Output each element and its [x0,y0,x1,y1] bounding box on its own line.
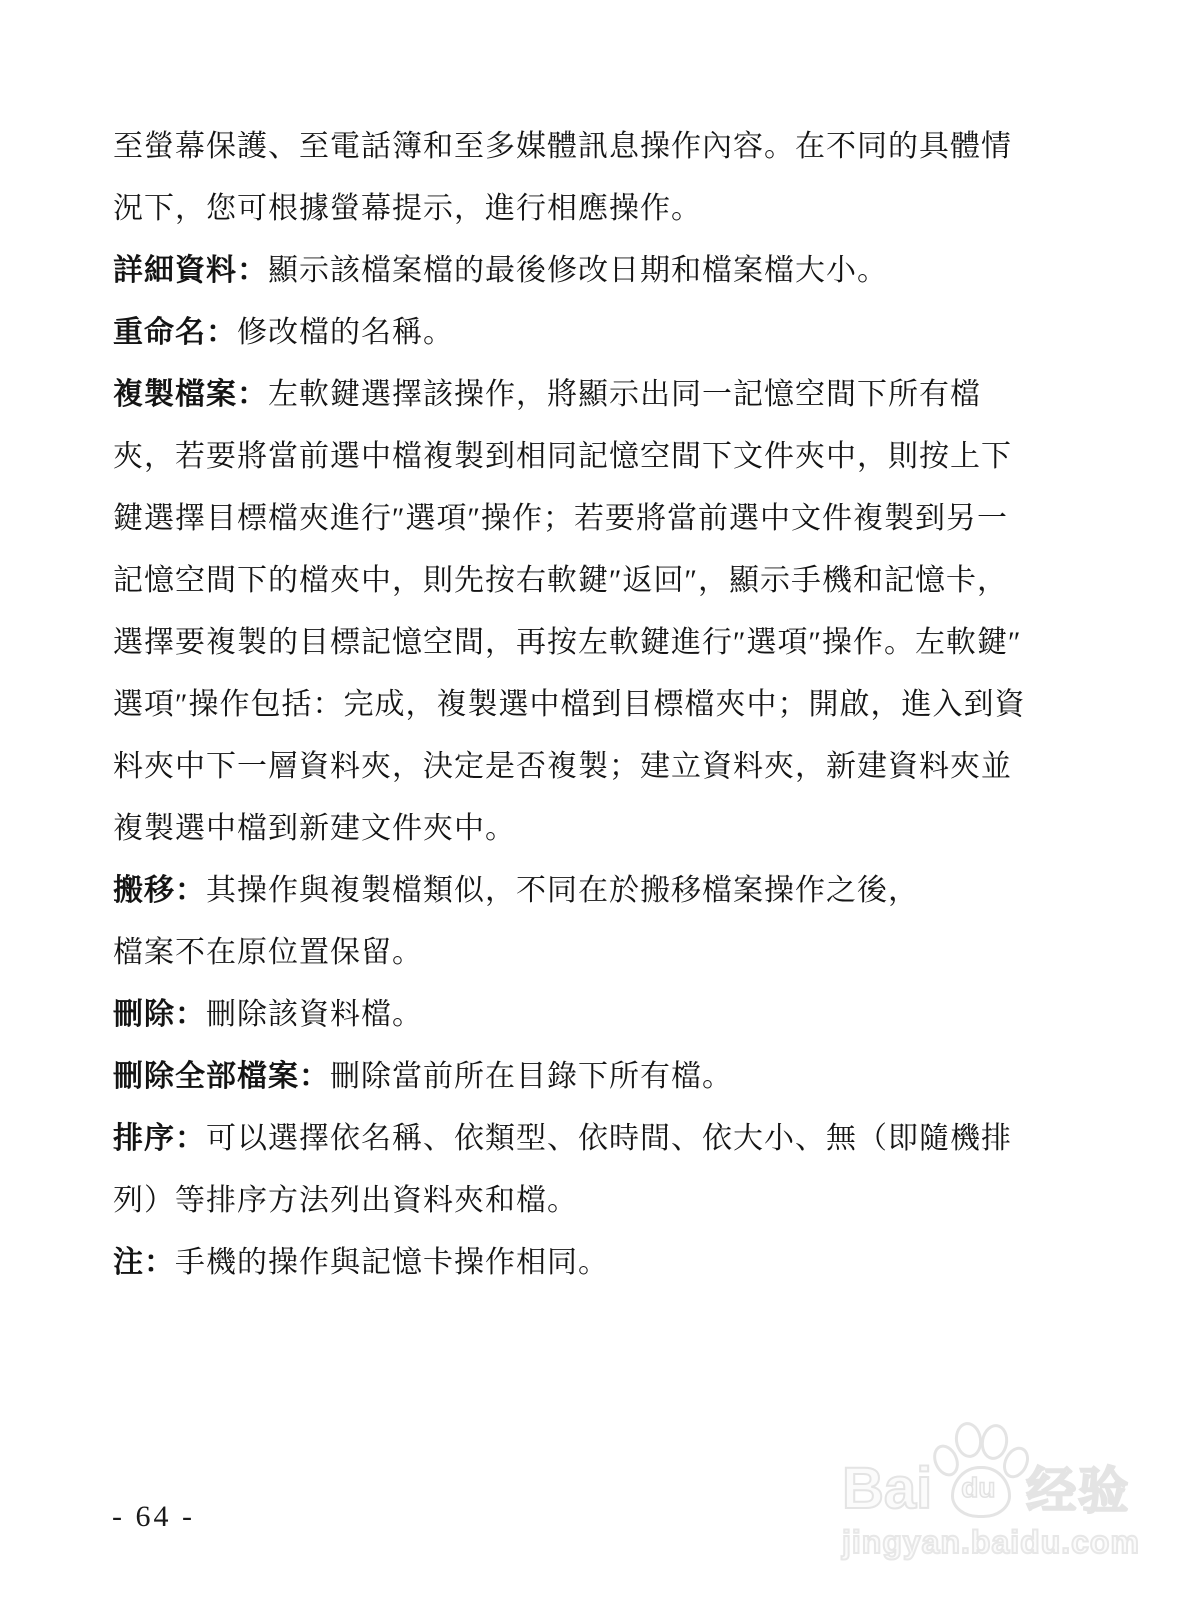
text-line [113,116,1028,178]
line-text: 選項″操作包括：完成，複製選中檔到目標檔夾中；開啟，進入到資 [113,688,1026,721]
text-line [113,1046,1028,1108]
text-line [113,860,1028,922]
page-number: - 64 - [112,1500,195,1533]
baidu-jingyan-logo [842,1420,1172,1521]
line-text: 夾，若要將當前選中檔複製到相同記憶空間下文件夾中，則按上下 [113,440,1012,473]
line-text: 顯示該檔案檔的最後修改日期和檔案檔大小。 [268,254,888,287]
line-text: 檔案不在原位置保留。 [113,936,423,969]
text-line [113,984,1028,1046]
line-text: 刪除當前所在目錄下所有檔。 [330,1060,733,1093]
term-label: 搬移： [113,874,206,907]
line-text: 左軟鍵選擇該操作，將顯示出同一記憶空間下所有檔 [268,378,981,411]
text-line [113,674,1028,736]
line-text: 手機的操作與記憶卡操作相同。 [175,1246,609,1279]
term-label: 詳細資料： [113,254,268,287]
line-text: 可以選擇依名稱、依類型、依時間、依大小、無（即隨機排 [206,1122,1012,1155]
watermark-du-text: du [961,1472,996,1503]
text-line [113,798,1028,860]
text-line [113,178,1028,240]
term-label: 複製檔案： [113,378,268,411]
line-text: 複製選中檔到新建文件夾中。 [113,812,516,845]
watermark-bai-text: Bai [842,1456,933,1521]
text-line [113,736,1028,798]
line-text: 其操作與複製檔類似，不同在於搬移檔案操作之後， [206,874,919,907]
text-line [113,1170,1028,1232]
line-text: 況下，您可根據螢幕提示，進行相應操作。 [113,192,702,225]
text-line [113,302,1028,364]
term-label: 排序： [113,1122,206,1155]
text-line [113,1108,1028,1170]
watermark-url: jingyan.baidu.com [842,1524,1140,1560]
line-text: 鍵選擇目標檔夾進行″選項″操作；若要將當前選中文件複製到另一 [113,502,1008,535]
text-line [113,612,1028,674]
line-text: 列）等排序方法列出資料夾和檔。 [113,1184,578,1217]
line-text: 修改檔的名稱。 [237,316,454,349]
text-line [113,550,1028,612]
text-line [113,922,1028,984]
text-line [113,364,1028,426]
line-text: 選擇要複製的目標記憶空間，再按左軟鍵進行″選項″操作。左軟鍵″ [113,626,1022,659]
term-label: 注： [113,1246,175,1279]
text-line [113,1232,1028,1294]
line-text: 刪除該資料檔。 [206,998,423,1031]
term-label: 刪除： [113,998,206,1031]
text-line [113,426,1028,488]
term-label: 重命名： [113,316,237,349]
term-label: 刪除全部檔案： [113,1060,330,1093]
text-line [113,488,1028,550]
watermark-jingyan-text: 经验 [1026,1463,1131,1519]
body-text [113,116,1028,1294]
line-text: 料夾中下一層資料夾，決定是否複製；建立資料夾，新建資料夾並 [113,750,1012,783]
baidu-paw-icon [936,1420,1022,1518]
baidu-jingyan-watermark [842,1420,1172,1558]
line-text: 記憶空間下的檔夾中，則先按右軟鍵″返回″，顯示手機和記憶卡， [113,564,1008,597]
text-line [113,240,1028,302]
line-text: 至螢幕保護、至電話簿和至多媒體訊息操作內容。在不同的具體情 [113,130,1012,163]
